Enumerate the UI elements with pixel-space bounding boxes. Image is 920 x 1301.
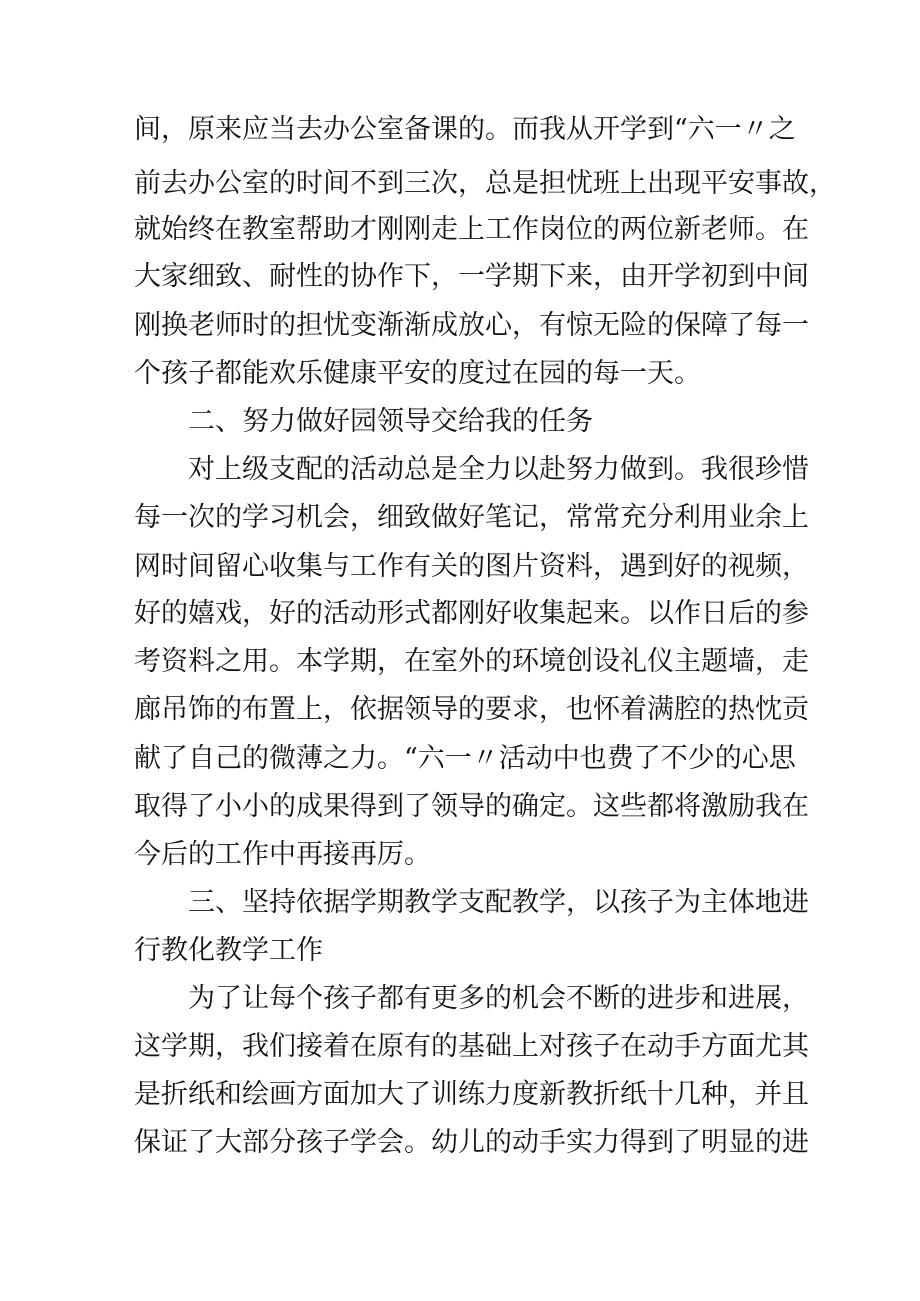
text-line: 今后的工作中再接再厉。: [134, 839, 431, 870]
section-heading-3: 三、坚持依据学期教学支配教学，以孩子为主体地进: [188, 887, 809, 918]
text-line: 就始终在教室帮助才刚刚走上工作岗位的两位新老师。在: [134, 214, 809, 245]
text-line: 每一次的学习机会，细致做好笔记，常常充分利用业余上: [134, 502, 809, 533]
text-line: 这学期，我们接着在原有的基础上对孩子在动手方面尤其: [134, 1031, 809, 1062]
text-line: 对上级支配的活动总是全力以赴努力做到。我很珍惜: [188, 454, 809, 485]
text-line: 保证了大部分孩子学会。幼儿的动手实力得到了明显的进: [134, 1127, 809, 1158]
text-line: 取得了小小的成果得到了领导的确定。这些都将激励我在: [134, 791, 809, 822]
text-line: 考资料之用。本学期，在室外的环境创设礼仪主题墙，走: [134, 646, 809, 677]
text-line: 行教化教学工作: [134, 935, 323, 966]
text-line: 是折纸和绘画方面加大了训练力度新教折纸十几种，并且: [134, 1079, 809, 1110]
text-line: 前去办公室的时间不到三次，总是担忧班上出现平安事故，: [134, 168, 836, 199]
text-line: 大家细致、耐性的协作下，一学期下来，由开学初到中间: [134, 261, 809, 292]
text-line: 廊吊饰的布置上，依据领导的要求，也怀着满腔的热忱贡: [134, 694, 809, 725]
text-line: 刚换老师时的担忧变渐渐成放心，有惊无险的保障了每一: [134, 310, 809, 341]
section-heading-2: 二、努力做好园领导交给我的任务: [188, 406, 593, 437]
text-line: 个孩子都能欢乐健康平安的度过在园的每一天。: [134, 358, 701, 389]
text-line: 间，原来应当去办公室备课的。而我从开学到“六一〃之: [134, 114, 796, 145]
text-line: 献了自己的微薄之力。“六一〃活动中也费了不少的心思: [134, 743, 796, 774]
text-line: 为了让每个孩子都有更多的机会不断的进步和进展，: [188, 983, 809, 1014]
text-line: 网时间留心收集与工作有关的图片资料，遇到好的视频，: [134, 551, 809, 582]
text-line: 好的嬉戏，好的活动形式都刚好收集起来。以作日后的参: [134, 598, 809, 629]
